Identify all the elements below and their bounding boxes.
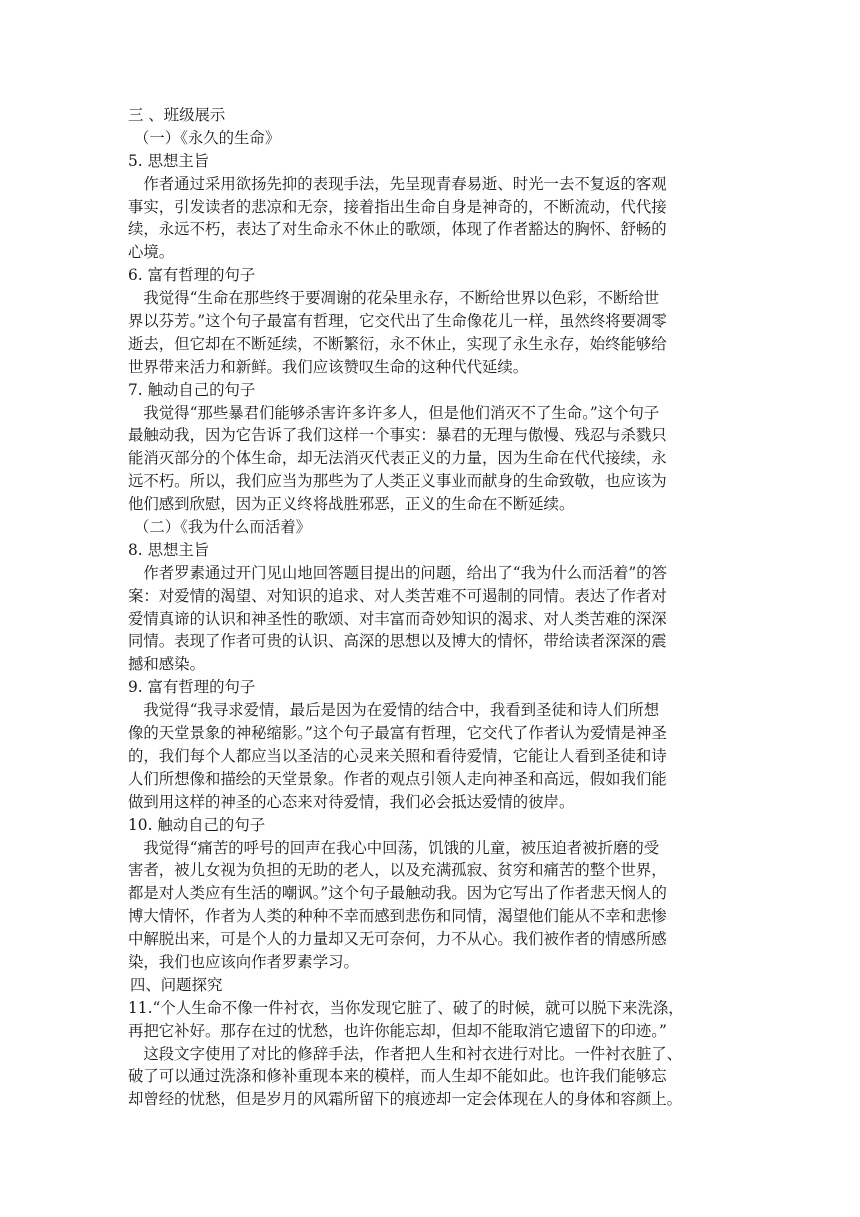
text-line: 中解脱出来，可是个人的力量却又无可奈何，力不从心。我们被作者的情感所感 xyxy=(128,930,667,949)
q6-paragraph xyxy=(128,287,734,379)
q7-paragraph xyxy=(128,402,734,516)
text-line: 我觉得“痛苦的呼号的回声在我心中回荡，饥饿的儿童，被压迫者被折磨的受 xyxy=(128,838,660,857)
subsection-2-heading: （二）《我为什么而活着》 xyxy=(134,518,311,537)
text-line: 博大情怀，作者为人类的种种不幸而感到悲伤和同情，渴望他们能从不幸和悲惨 xyxy=(128,907,667,926)
text-line: 我觉得“我寻求爱情，最后是因为在爱情的结合中，我看到圣徒和诗人们所想 xyxy=(128,701,660,720)
text-line: 做到用这样的神圣的心态来对待爱情，我们必会抵达爱情的彼岸。 xyxy=(128,792,575,811)
subsection-1-heading: （一）《永久的生命》 xyxy=(134,128,281,147)
text-line: 续，永远不朽，表达了对生命永不休止的歌颂，体现了作者豁达的胸怀、舒畅的 xyxy=(128,220,667,239)
text-line: 逝去，但它却在不断延续，不断繁衍，永不休止，实现了永生永存，始终能够给 xyxy=(128,334,667,353)
q11-paragraph xyxy=(128,997,734,1111)
text-line: 界以芬芳。”这个句子最富有哲理，它交代出了生命像花儿一样，虽然终将要凋零 xyxy=(128,312,667,331)
section-3-heading: 三 、班级展示 xyxy=(128,106,226,124)
q5-heading: 5. 思想主旨 xyxy=(128,151,210,170)
text-line: 我觉得“生命在那些终于要凋谢的花朵里永存，不断给世界以色彩，不断给世 xyxy=(128,289,660,308)
q8-heading: 8. 思想主旨 xyxy=(128,540,210,559)
q9-heading: 9. 富有哲理的句子 xyxy=(128,678,256,697)
text-line: 这段文字使用了对比的修辞手法，作者把人生和衬衣进行对比。一件衬衣脏了、 xyxy=(128,1044,683,1063)
section-4-heading: 四、问题探究 xyxy=(130,975,223,994)
text-line: 我觉得“那些暴君们能够杀害许多许多人，但是他们消灭不了生命。”这个句子 xyxy=(128,403,660,422)
text-line: 事实，引发读者的悲凉和无奈，接着指出生命自身是神奇的，不断流动，代代接 xyxy=(128,197,667,216)
text-line: 最触动我，因为它告诉了我们这样一个事实：暴君的无理与傲慢、残忍与杀戮只 xyxy=(128,426,667,445)
text-line: 案：对爱情的渴望、对知识的追求、对人类苦难不可遏制的同情。表达了作者对 xyxy=(128,586,667,605)
document-body xyxy=(128,104,734,1111)
text-line: 都是对人类应有生活的嘲讽。”这个句子最触动我。因为它写出了作者悲天悯人的 xyxy=(128,884,667,903)
text-line: 心境。 xyxy=(128,243,175,262)
q10-heading: 10. 触动自己的句子 xyxy=(128,815,266,834)
q10-paragraph xyxy=(128,837,734,974)
text-line: 能消灭部分的个体生命，却无法消灭代表正义的力量，因为生命在代代接续，永 xyxy=(128,449,667,468)
text-line: 同情。表现了作者可贵的认识、高深的思想以及博大的情怀，带给读者深深的震 xyxy=(128,632,667,651)
text-line: 却曾经的忧愁，但是岁月的风霜所留下的痕迹却一定会体现在人的身体和容颜上。 xyxy=(128,1090,683,1109)
q6-heading: 6. 富有哲理的句子 xyxy=(128,266,256,285)
text-line: 像的天堂景象的神秘缩影。”这个句子最富有哲理，它交代了作者认为爱情是神圣 xyxy=(128,724,667,743)
q5-paragraph xyxy=(128,173,734,265)
text-line: 染，我们也应该向作者罗素学习。 xyxy=(128,952,359,971)
text-line: 作者罗素通过开门见山地回答题目提出的问题，给出了“我为什么而活着”的答 xyxy=(128,563,668,582)
text-line: 撼和感染。 xyxy=(128,655,205,674)
text-line: 作者通过采用欲扬先抑的表现手法，先呈现青春易逝、时光一去不复返的客观 xyxy=(128,174,667,193)
text-line: 害者，被儿女视为负担的无助的老人，以及充满孤寂、贫穷和痛苦的整个世界， xyxy=(128,861,667,880)
q8-paragraph xyxy=(128,562,734,676)
text-line: 破了可以通过洗涤和修补重现本来的模样，而人生却不能如此。也许我们能够忘 xyxy=(128,1067,667,1086)
text-line: 11.“个人生命不像一件衬衣，当你发现它脏了、破了的时候，就可以脱下来洗涤， xyxy=(128,998,684,1017)
text-line: 他们感到欣慰，因为正义终将战胜邪恶，正义的生命在不断延续。 xyxy=(128,495,575,514)
text-line: 远不朽。所以，我们应当为那些为了人类正义事业而献身的生命致敬，也应该为 xyxy=(128,472,667,491)
q9-paragraph xyxy=(128,699,734,813)
text-line: 爱情真谛的认识和神圣性的歌颂、对丰富而奇妙知识的渴求、对人类苦难的深深 xyxy=(128,609,667,628)
text-line: 人们所想像和描绘的天堂景象。作者的观点引领人走向神圣和高远，假如我们能 xyxy=(128,769,667,788)
q7-heading: 7. 触动自己的句子 xyxy=(128,380,256,399)
text-line: 的，我们每个人都应当以圣洁的心灵来关照和看待爱情，它能让人看到圣徒和诗 xyxy=(128,746,667,765)
text-line: 再把它补好。那存在过的忧愁，也许你能忘却，但却不能取消它遗留下的印迹。” xyxy=(128,1021,667,1040)
text-line: 世界带来活力和新鲜。我们应该赞叹生命的这种代代延续。 xyxy=(128,357,529,376)
